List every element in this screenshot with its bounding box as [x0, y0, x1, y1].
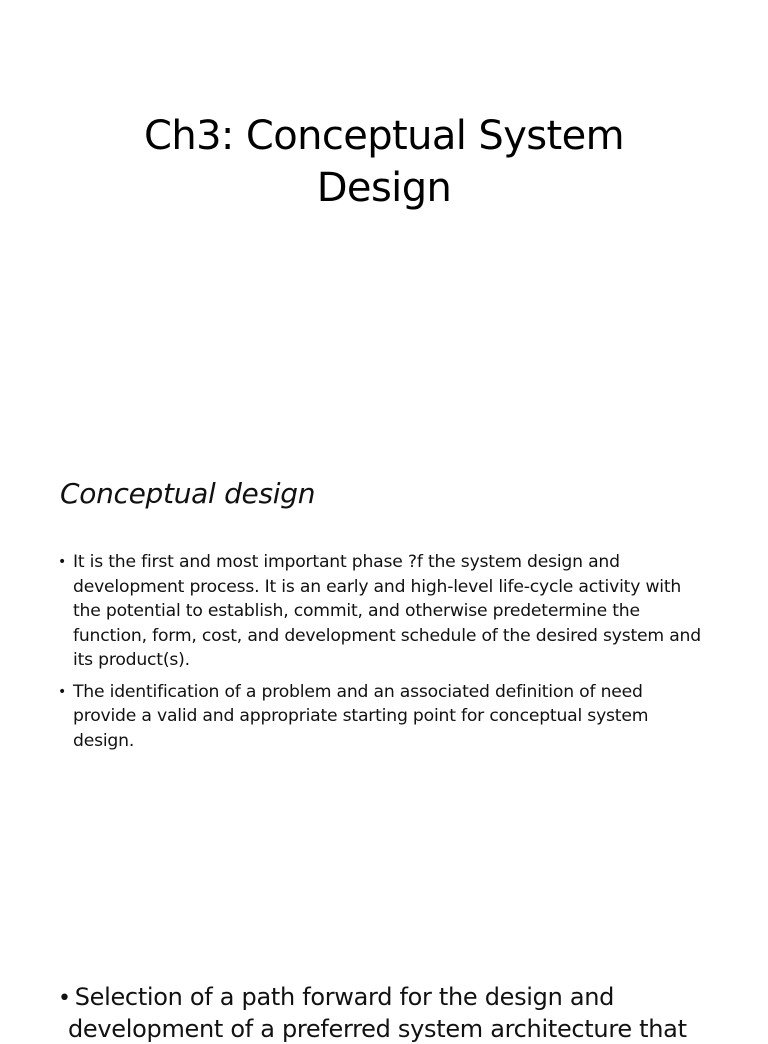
title-line-1: Ch3: Conceptual System [143, 113, 624, 159]
slide-title-text [60, 110, 708, 214]
bullet-dot-icon: • [58, 554, 67, 570]
title-line-2: Design [316, 165, 452, 211]
bullet-text-line-1: Selection of a path forward for the design and [74, 983, 615, 1011]
bullet-text: The identification of a problem and an associated definition of need provide a valid and appropriate starting point for conceptual system design. [73, 681, 649, 751]
bullet-item [58, 550, 708, 673]
bullet-dot-icon: • [58, 986, 71, 1011]
bullet-dot-icon: • [58, 683, 67, 700]
section-heading: Conceptual design [60, 477, 316, 510]
bullet-text-line-2: development of a preferred system architecture that [68, 1015, 687, 1043]
slide-partial [0, 910, 768, 1043]
bullet-item [58, 680, 708, 754]
slide-conceptual-design [0, 448, 768, 910]
slide-title [0, 0, 768, 448]
bullet-list [58, 550, 708, 760]
bullet-item [58, 982, 738, 1044]
bullet-text: It is the first and most important phase ?f the system design and development process. It is an early and high-level life-cycle activity with the potential to establish, commit, and otherwise predetermine the function, form, cost, and development schedule of the desired system and its product(s). [73, 552, 701, 670]
